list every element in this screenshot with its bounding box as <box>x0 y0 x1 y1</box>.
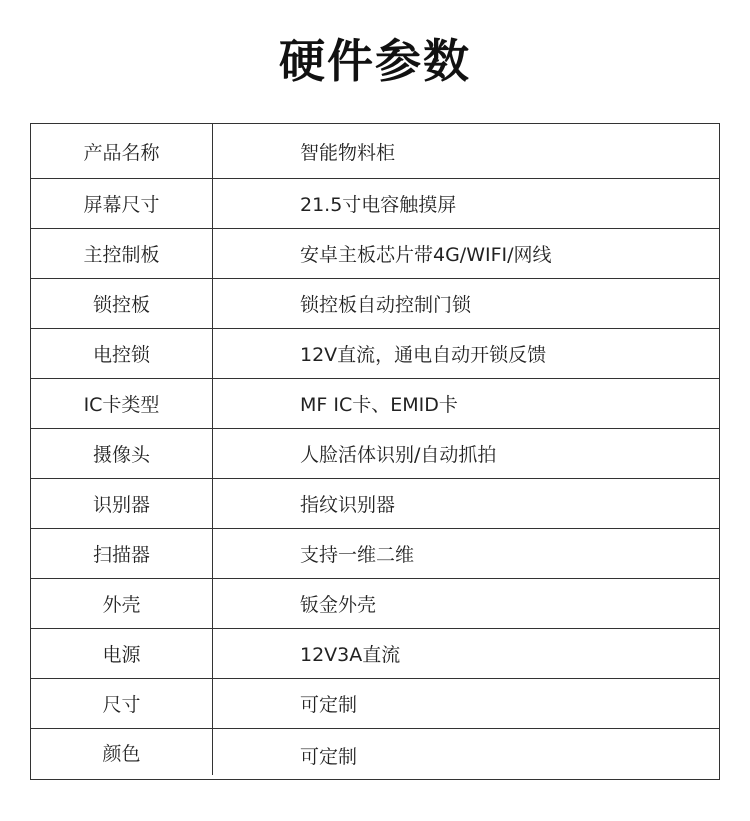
spec-label: 主控制板 <box>31 229 213 278</box>
table-row <box>31 124 719 179</box>
table-row <box>31 179 719 229</box>
spec-label: 锁控板 <box>31 279 213 328</box>
table-row <box>31 279 719 329</box>
spec-value: 可定制 <box>300 745 358 768</box>
page-title: 硬件参数 <box>279 34 471 88</box>
spec-value: 安卓主板芯片带4G/WIFI/网线 <box>300 244 552 266</box>
table-row <box>31 379 719 429</box>
table-row <box>31 329 719 379</box>
spec-label: 电控锁 <box>31 329 213 378</box>
spec-label: 摄像头 <box>31 429 213 478</box>
spec-label: 识别器 <box>31 479 213 528</box>
spec-label: 外壳 <box>31 579 213 628</box>
table-row <box>31 579 719 629</box>
table-row <box>31 629 719 679</box>
table-row <box>31 679 719 729</box>
spec-value: MF IC卡、EMID卡 <box>300 394 458 416</box>
spec-value: 可定制 <box>300 694 358 716</box>
spec-label: 颜色 <box>31 729 213 775</box>
spec-value: 12V3A直流 <box>300 644 401 666</box>
table-row <box>31 479 719 529</box>
table-row <box>31 229 719 279</box>
table-row <box>31 729 719 781</box>
spec-value: 支持一维二维 <box>300 544 415 566</box>
spec-label: 产品名称 <box>31 124 213 178</box>
spec-label: 扫描器 <box>31 529 213 578</box>
spec-label: IC卡类型 <box>31 379 213 428</box>
table-row <box>31 529 719 579</box>
table-row <box>31 429 719 479</box>
spec-label: 屏幕尺寸 <box>31 179 213 228</box>
spec-label: 电源 <box>31 629 213 678</box>
spec-value: 指纹识别器 <box>300 494 396 516</box>
spec-value: 人脸活体识别/自动抓拍 <box>300 444 497 466</box>
spec-label: 尺寸 <box>31 679 213 728</box>
spec-value: 智能物料柜 <box>300 141 396 164</box>
spec-value: 钣金外壳 <box>300 594 377 616</box>
spec-value: 21.5寸电容触摸屏 <box>300 194 457 216</box>
spec-value: 锁控板自动控制门锁 <box>300 294 472 316</box>
spec-value: 12V直流，通电自动开锁反馈 <box>300 344 547 366</box>
spec-table <box>30 123 720 780</box>
